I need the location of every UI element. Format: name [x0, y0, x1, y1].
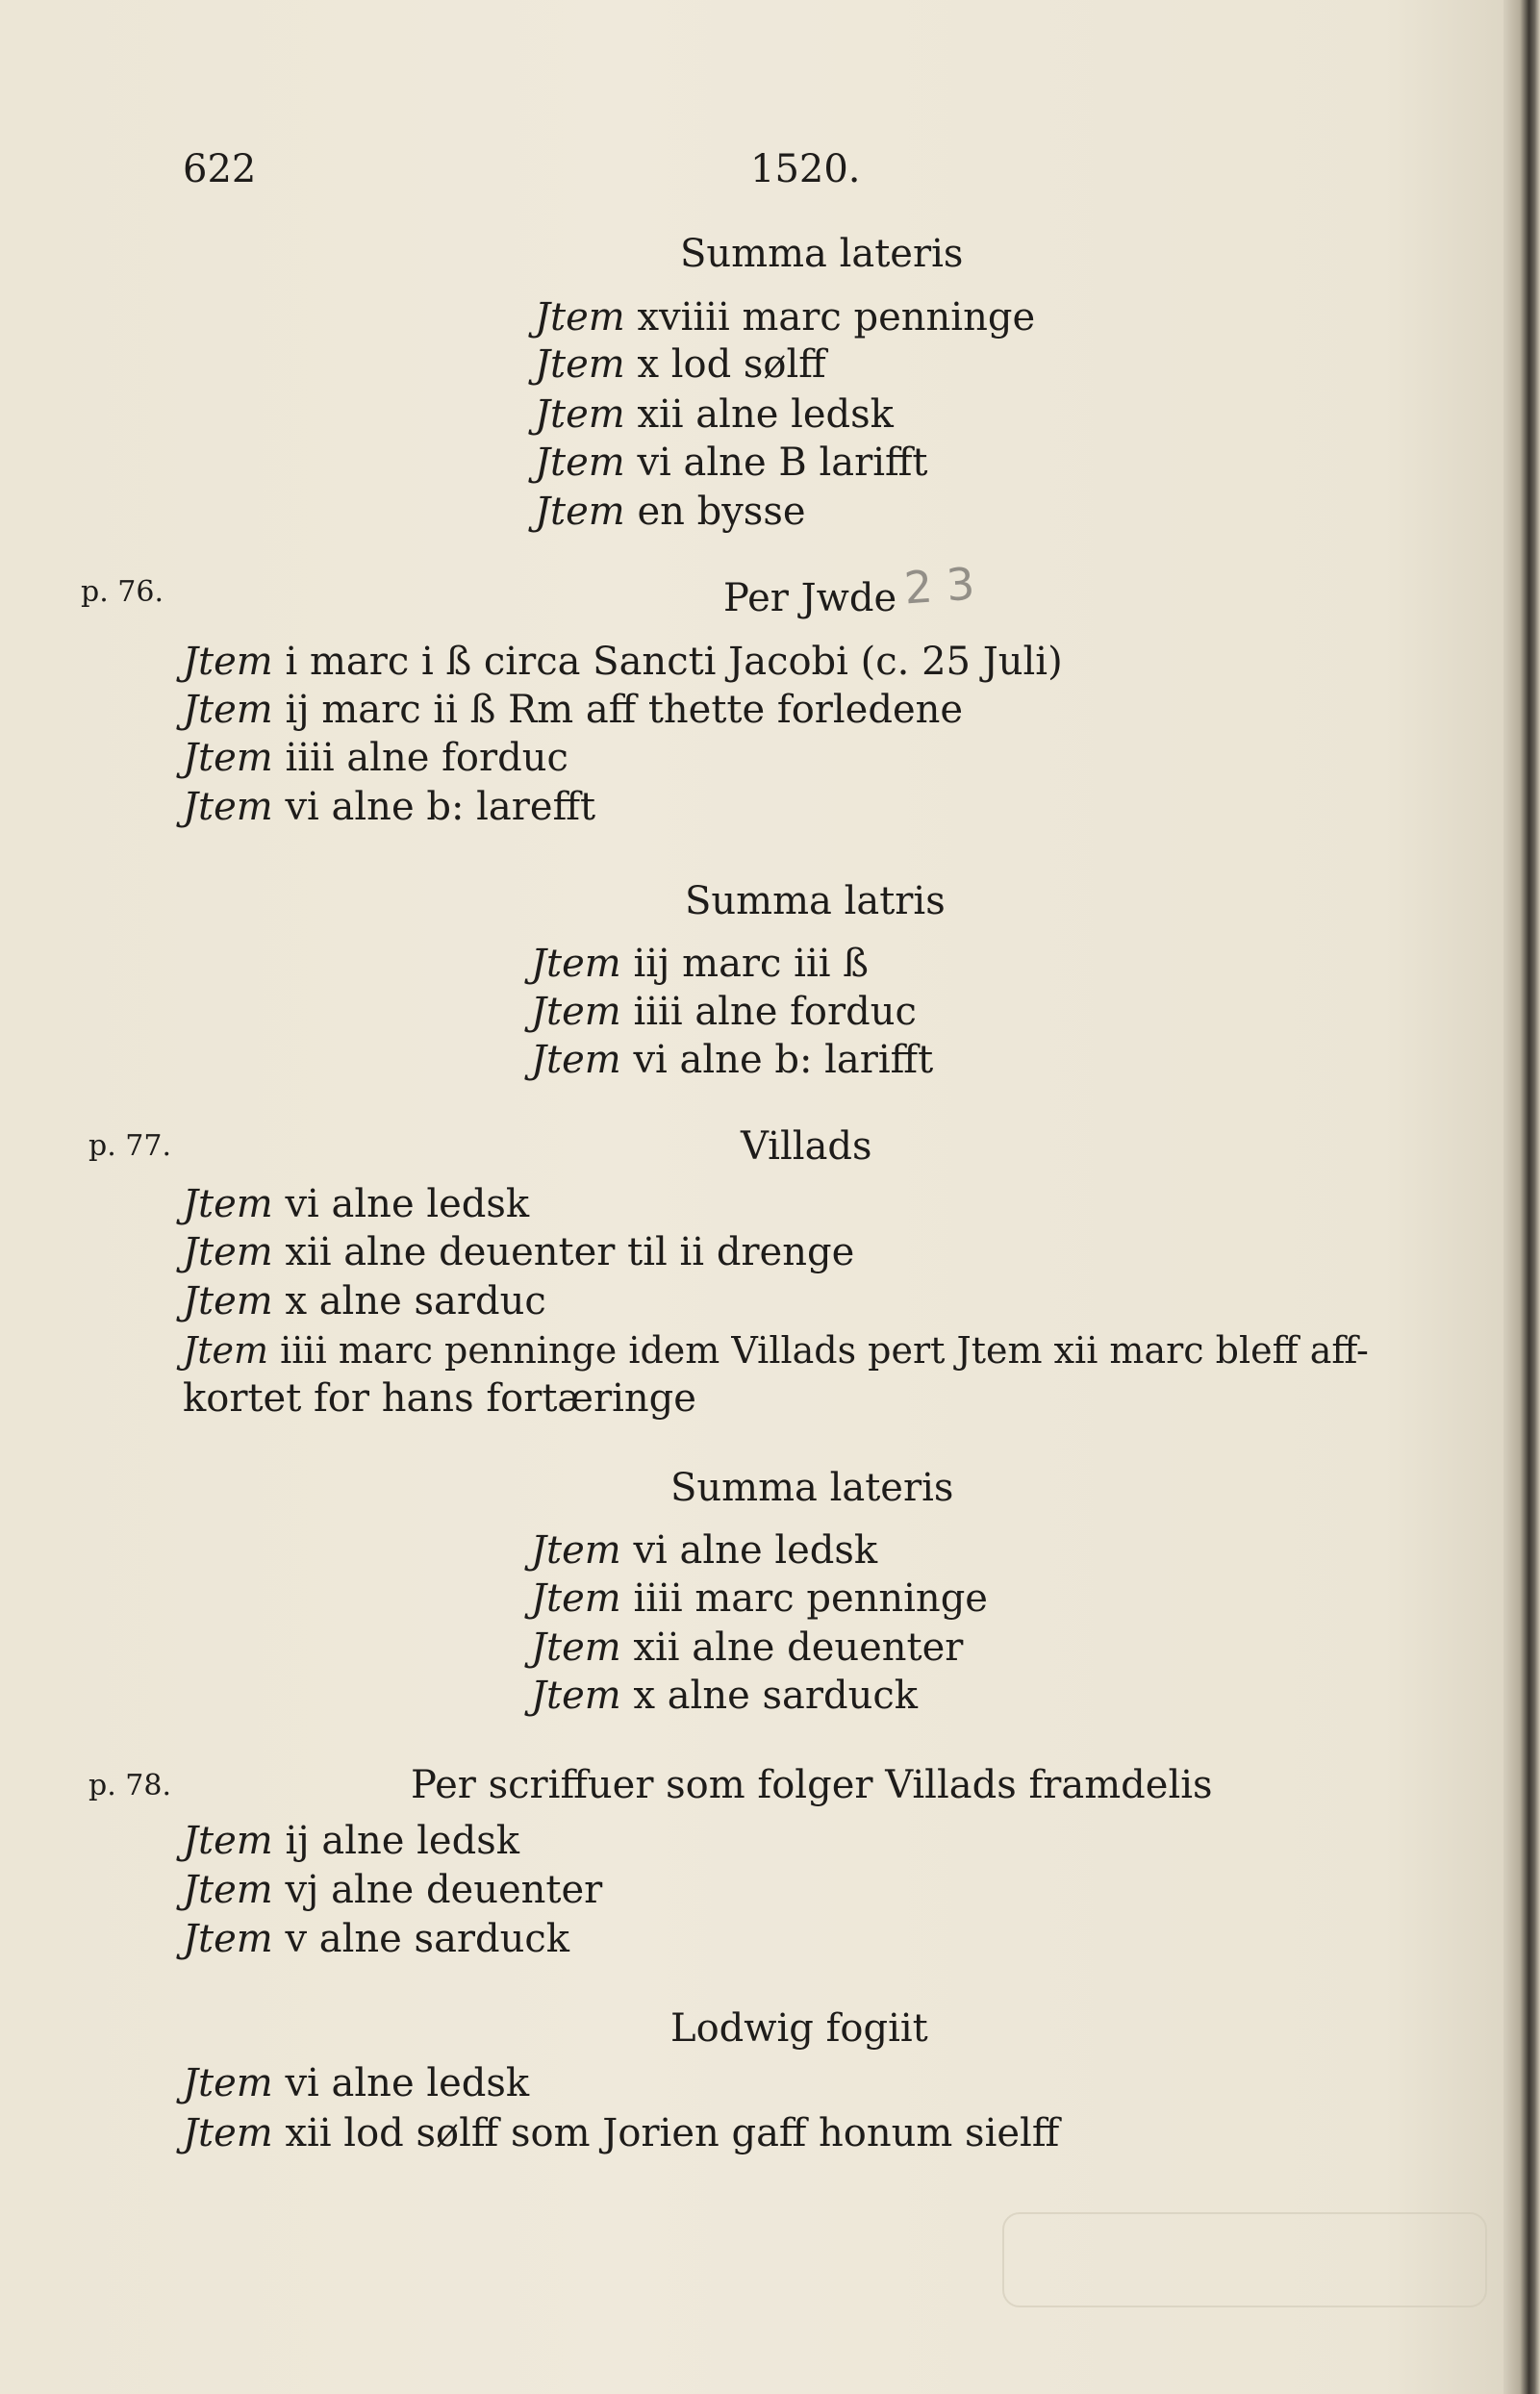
summa2-line-3: Jtem vi alne b: larifft	[531, 1038, 934, 1082]
margin-ref-p77: p. 77.	[88, 1129, 171, 1163]
per-jwde-line-2: Jtem ij marc ii ß Rm aff thette forledene	[183, 688, 964, 732]
villads-line-3: Jtem x alne sarduc	[183, 1279, 546, 1323]
villads-line-5: kortet for hans fortæringe	[183, 1376, 696, 1421]
villads-line-2: Jtem xii alne deuenter til ii drenge	[183, 1230, 855, 1274]
summa1-line-5: Jtem en bysse	[535, 490, 806, 534]
summa3-line-2: Jtem iiii marc penninge	[531, 1576, 988, 1621]
summa-heading-3: Summa lateris	[670, 1466, 954, 1510]
summa3-line-4: Jtem x alne sarduck	[531, 1674, 919, 1718]
summa1-line-2: Jtem x lod sølff	[535, 342, 826, 387]
per-skriffuer-line-3: Jtem v alne sarduck	[183, 1917, 570, 1961]
per-jwde-line-4: Jtem vi alne b: larefft	[183, 785, 596, 829]
summa3-line-1: Jtem vi alne ledsk	[531, 1528, 878, 1573]
per-skriffuer-line-2: Jtem vj alne deuenter	[183, 1868, 603, 1912]
summa1-line-3: Jtem xii alne ledsk	[535, 392, 894, 437]
summa3-line-3: Jtem xii alne deuenter	[531, 1625, 964, 1670]
lodwig-line-1: Jtem vi alne ledsk	[183, 2061, 530, 2105]
page-year: 1520.	[750, 147, 861, 191]
per-skriffuer-heading: Per scriffuer som folger Villads framdelis	[411, 1763, 1213, 1807]
lodwig-line-2: Jtem xii lod sølff som Jorien gaff honum sielff	[183, 2111, 1060, 2155]
faint-library-stamp	[1002, 2212, 1487, 2307]
per-jwde-line-3: Jtem iiii alne forduc	[183, 736, 568, 780]
summa-heading-2: Summa latris	[685, 879, 946, 923]
villads-line-1: Jtem vi alne ledsk	[183, 1182, 530, 1226]
villads-heading: Villads	[741, 1124, 872, 1169]
villads-line-4: Jtem iiii marc penninge idem Villads pert Jtem xii marc bleff aff-	[183, 1329, 1369, 1372]
page-number: 622	[183, 147, 257, 191]
per-jwde-line-1: Jtem i marc i ß circa Sancti Jacobi (c. 25 Juli)	[183, 640, 1063, 684]
per-jwde-heading: Per Jwde	[723, 576, 897, 620]
margin-ref-p78: p. 78.	[88, 1769, 171, 1802]
summa2-line-1: Jtem iij marc iii ß	[531, 942, 869, 986]
margin-ref-p76: p. 76.	[81, 575, 164, 609]
summa1-line-4: Jtem vi alne B larifft	[535, 441, 928, 485]
pencil-annotation: 2 3	[902, 557, 976, 615]
per-skriffuer-line-1: Jtem ij alne ledsk	[183, 1819, 519, 1863]
lodwig-heading: Lodwig fogiit	[670, 2006, 928, 2051]
book-binding-shadow	[1503, 0, 1540, 2394]
summa1-line-1: Jtem xviiii marc penninge	[535, 295, 1036, 340]
summa-heading-1: Summa lateris	[680, 232, 964, 276]
summa2-line-2: Jtem iiii alne forduc	[531, 990, 917, 1034]
